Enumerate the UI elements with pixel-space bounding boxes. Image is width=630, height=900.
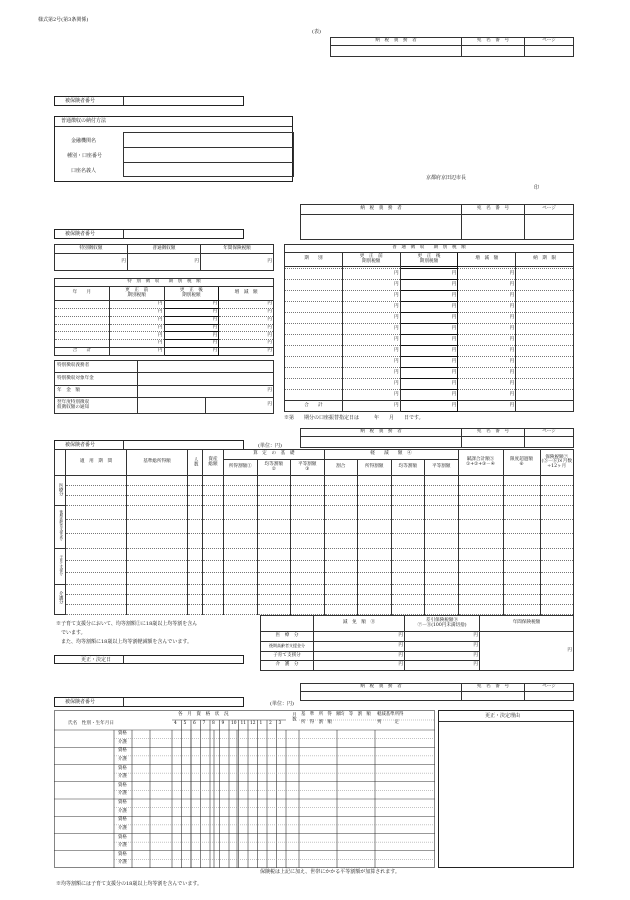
taxpayer-header-3: 納 税 義 務 者 宛 名 番 号 ページ <box>300 428 574 448</box>
month-label: 7 <box>202 721 206 726</box>
member-row-label: 介護 <box>118 739 127 745</box>
month-label: 1 <box>259 721 263 726</box>
month-label: 9 <box>221 721 225 726</box>
taxpayer-header-4: 納 税 義 務 者 宛 名 番 号 ページ <box>300 683 574 701</box>
seal-mark: 印 <box>534 185 540 191</box>
note-line-1: ※子育て支援分において、均等割額②に18歳以上均等割を含ん <box>56 621 198 627</box>
members-unit: (単位：円) <box>270 701 294 707</box>
omote-label: (表) <box>312 29 321 35</box>
members-table: 氏名 性別・生年月日 各 月 資 格 状 況 4 5 6 7 8 9 10 11 12 1 2 3 月数 基 準 所 得 額 所 得 割 額 均 等 割 額 軽減基準所得 判 定 資格 介護 資格 介護 資格 介護 資格 介護 資格 介護 資格 介護 資格 介護 資格 介護 <box>54 710 435 868</box>
member-row-label: 介護 <box>118 756 127 762</box>
section-childcare: 子育て支援分 <box>55 548 66 584</box>
section-elderly: 後期高齢者支援金分 <box>55 506 66 548</box>
taxpayer-header-2: 納 税 義 務 者 宛 名 番 号 ページ <box>300 204 574 240</box>
account-type-label: 種別・口座番号 <box>67 153 103 159</box>
form-id: 様式第2号(第3条関係) <box>38 17 89 23</box>
member-row-label: 介護 <box>118 843 127 849</box>
members-grid <box>54 710 435 868</box>
month-label: 11 <box>240 721 247 726</box>
calc-table: 適 用 期 間 基準総所得額 人数 資産 総額 算 定 の 基 礎 軽 減 額 ④ 賦課合計額⑤ ①+②+③－④ 限度超過額 ⑥ 保険税額⑦ (⑤－⑥)×月数 ÷12ヶ月 所得割額① 均等割額 ② 平等割額 ③ 割合 所得割額 均等割額 平等割額 医療分 後期高齢者支援金分 子育て支援分 介護分 <box>54 449 574 615</box>
members-note: ※均等割額には子育て支援分の18歳以上均等割を含んでいます。 <box>56 881 202 887</box>
summary-table: 特別徴収額 普通徴収額 年間保険税額 円 円 円 <box>54 244 274 271</box>
revision-reason-box: 更正・決定理由 <box>438 710 574 868</box>
calc-unit: (単位：円) <box>258 443 282 449</box>
member-row-label: 資格 <box>118 748 127 754</box>
note-line-3: また、均等割額に18歳以上均等割軽減額を含んでいます。 <box>56 639 192 645</box>
bank-name-label: 金融機関名 <box>71 138 97 144</box>
month-label: 4 <box>174 721 177 726</box>
taxpayer-header-1: 納 税 義 務 者 宛 名 番 号 ページ <box>330 37 574 57</box>
ordinary-collection-table: 普 通 徴 収 期 別 税 額 期 別 更 正 前 期別税額 更 正 後 期別税額 増 減 額 納 期 限 円 円 円 円 円 円 円 円 円 円 円 円 円 円 円 円 円 円 円 円 円 円 円 円 円 円 円 円 円 円 円 円 円 円 円 円 合 計 円 円 円 <box>284 244 574 412</box>
member-row-label: 介護 <box>118 808 127 814</box>
member-row-label: 資格 <box>118 782 127 788</box>
special-after-header: 更 正 後 期別税額 <box>164 287 219 301</box>
account-holder-label: 口座名義人 <box>71 168 97 174</box>
month-label: 6 <box>193 721 196 726</box>
note-line-2: でいます。 <box>56 630 86 636</box>
provisional-notice-label: 翌年度特別徴収 仮徴収額の通知 <box>55 398 138 414</box>
payment-method-box: 普通徴収の納付方法 金融機関名 種別・口座番号 口座名義人 <box>54 116 293 182</box>
exemption-table: 減 免 額 ⑧ 差引保険税額⑨ ⑦－⑧(100円未満切捨) 年間保険税額 医 療 分 円 円 円 後期高齢者支援金分 円 円 子育て支援分 円 円 介 護 分 円 円 <box>260 615 574 671</box>
member-row-label: 資格 <box>118 765 127 771</box>
section-care: 介護分 <box>55 584 66 614</box>
month-label: 3 <box>278 721 282 726</box>
month-label: 2 <box>269 721 272 726</box>
member-row-label: 資格 <box>118 851 127 857</box>
member-row-label: 資格 <box>118 817 127 823</box>
members-footer: 保険税は上記に加え、世帯にかかる平等割額が加算されます。 <box>260 869 400 875</box>
member-row-label: 資格 <box>118 800 127 805</box>
special-info-table: 特別徴収義務者 特別徴収対象年金 年 金 額 円 翌年度特別徴収 仮徴収額の通知 円 <box>54 360 274 414</box>
member-row-label: 介護 <box>118 825 127 831</box>
insured-number-box-3: 被保険者番号 <box>54 440 244 450</box>
insured-number-box-1: 被保険者番号 <box>54 96 244 106</box>
member-row-label: 介護 <box>118 860 127 866</box>
special-before-header: 更 正 前 期別税額 <box>109 287 164 301</box>
insured-number-box-4: 被保険者番号 <box>54 697 244 707</box>
insured-number-box-2: 被保険者番号 <box>54 229 244 239</box>
member-row-label: 資格 <box>118 834 127 840</box>
month-label: 10 <box>231 721 237 726</box>
member-row-label: 介護 <box>118 791 127 797</box>
special-collection-table: 特 別 徴 収 期 別 税 額 年 月 更 正 前 期別税額 更 正 後 期別税額 増 減 額 円 円 円 円 円 円 円 円 円 円 円 円 円 円 円 円 円 円 合 計 円 円 円 <box>54 278 274 356</box>
month-label: 8 <box>212 721 215 726</box>
account-transfer-note: ※第 期分の口座振替指定日は 年 月 日です。 <box>284 415 424 421</box>
revision-date-box: 更正・決定日 <box>54 655 244 664</box>
mayor-name: 京都府京田辺市長 <box>426 175 467 181</box>
section-medical: 医療分 <box>55 476 66 506</box>
member-row-label: 介護 <box>118 774 127 780</box>
month-label: 12 <box>250 721 256 726</box>
member-row-label: 資格 <box>118 731 127 736</box>
month-label: 5 <box>183 721 187 726</box>
